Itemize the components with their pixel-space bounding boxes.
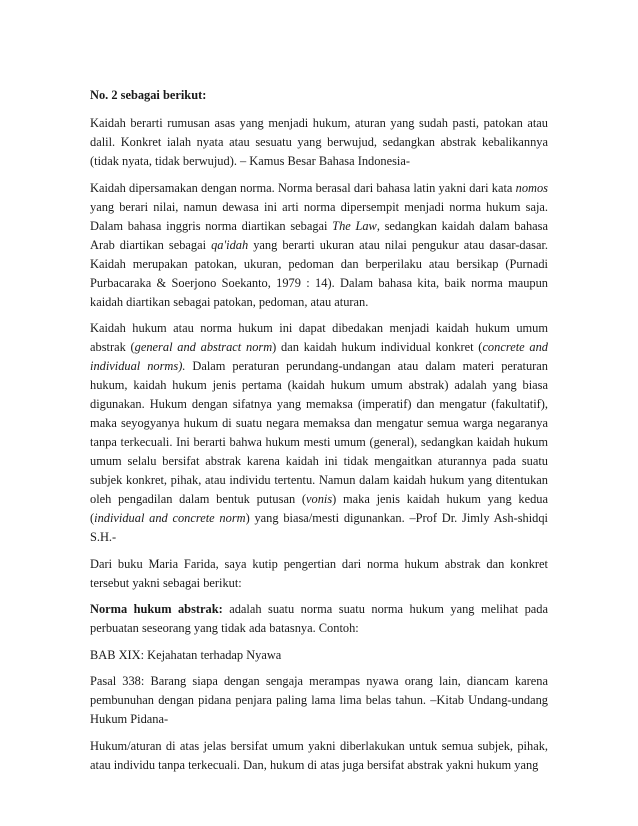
document-page (90, 86, 548, 782)
text-run: Dalam peraturan perundang-undangan atau dalam materi peraturan hukum, kaidah hukum jenis pertama (kaidah hukum umum abstrak) adalah yang biasa digunakan. Hukum dengan sifatnya yang memaksa (imperatif) dan mengatur (fakultatif), maka seyogyanya hukum di suatu negara memaksa dan mengatur semua warga negaranya tanpa terkecuali. Ini berarti bahwa hukum mesti umum (general), sedangkan kaidah hukum umum selalu bersifat abstrak karena kaidah ini tidak mengaitkan aturannya pada suatu subjek konkret, pihak, atau individu tertentu. Namun dalam kaidah hukum yang ditentukan oleh pengadilan dalam bentuk putusan ( (90, 359, 548, 506)
text-run: yang berarti ukuran atau nilai pengukur atau dasar-dasar. Kaidah merupakan patokan, ukuran, pedoman dan berperilaku atau bersikap (Purnadi Purbacaraka & Soerjono Soekanto, 1979 : 14). Dalam bahasa kita, baik norma maupun kaidah diartikan sebagai patokan, pedoman, atau aturan. (90, 237, 548, 309)
text-run: , sedangkan kaidah dalam bahasa Arab diartikan sebagai (90, 218, 548, 252)
term-label-norma-abstrak: Norma hukum abstrak: (90, 602, 223, 616)
italic-term-nomos: nomos (515, 180, 548, 195)
italic-term-the-law: The Law (332, 218, 377, 233)
text-run: ) yang biasa/mesti digunankan. –Prof Dr. Jimly Ash-shidqi S.H.- (90, 511, 548, 544)
text-run: ) dan kaidah hukum individual konkret ( (272, 340, 483, 354)
paragraph-pasal-338: Pasal 338: Barang siapa dengan sengaja merampas nyawa orang lain, diancam karena pembunuhan dengan pidana penjara paling lama lima belas tahun. –Kitab Undang-undang Hukum Pidana- (90, 674, 548, 726)
italic-term-general-abstract: general and abstract norm (134, 340, 273, 354)
text-run: Kaidah dipersamakan dengan norma. Norma berasal dari bahasa latin yakni dari kata (90, 180, 516, 195)
italic-term-qaidah: qa'idah (211, 237, 249, 252)
paragraph-maria-farida: Dari buku Maria Farida, saya kutip pengertian dari norma hukum abstrak dan konkret tersebut yakni sebagai berikut: (90, 556, 548, 590)
text-run: Kaidah hukum atau norma hukum ini dapat dibedakan menjadi kaidah hukum umum abstrak ( (90, 321, 548, 354)
text-run: adalah suatu norma suatu norma hukum yang melihat pada perbuatan seseorang yang tidak ada batasnya. Contoh: (90, 602, 548, 635)
italic-term-concrete-individual: concrete and individual norms). (90, 340, 548, 373)
paragraph-bab-xix: BAB XIX: Kejahatan terhadap Nyawa (90, 647, 282, 662)
text-run: yang berari nilai, namun dewasa ini arti norma dipersempit menjadi norma hukum saja. Dalam bahasa inggris norma diartikan sebagai (90, 199, 548, 233)
section-heading: No. 2 sebagai berikut: (90, 88, 207, 102)
paragraph-norma-abstrak (90, 600, 548, 638)
paragraph-kaidah-hukum (90, 319, 548, 547)
italic-term-individual-concrete: individual and concrete norm (94, 511, 246, 525)
paragraph-norma (90, 179, 548, 312)
italic-term-vonis: vonis (306, 492, 333, 506)
paragraph-kaidah-definition: Kaidah berarti rumusan asas yang menjadi hukum, aturan yang sudah pasti, patokan atau dalil. Konkret ialah nyata atau sesuatu yang berwujud, sedangkan abstrak kebalikannya (tidak nyata, tidak berwujud). – Kamus Besar Bahasa Indonesia- (90, 116, 548, 168)
paragraph-hukum-aturan: Hukum/aturan di atas jelas bersifat umum yakni diberlakukan untuk semua subjek, pihak, atau individu tanpa terkecuali. Dan, hukum di atas juga bersifat abstrak yakni hukum yang (90, 738, 548, 772)
text-run: ) maka jenis kaidah hukum yang kedua ( (90, 492, 548, 525)
